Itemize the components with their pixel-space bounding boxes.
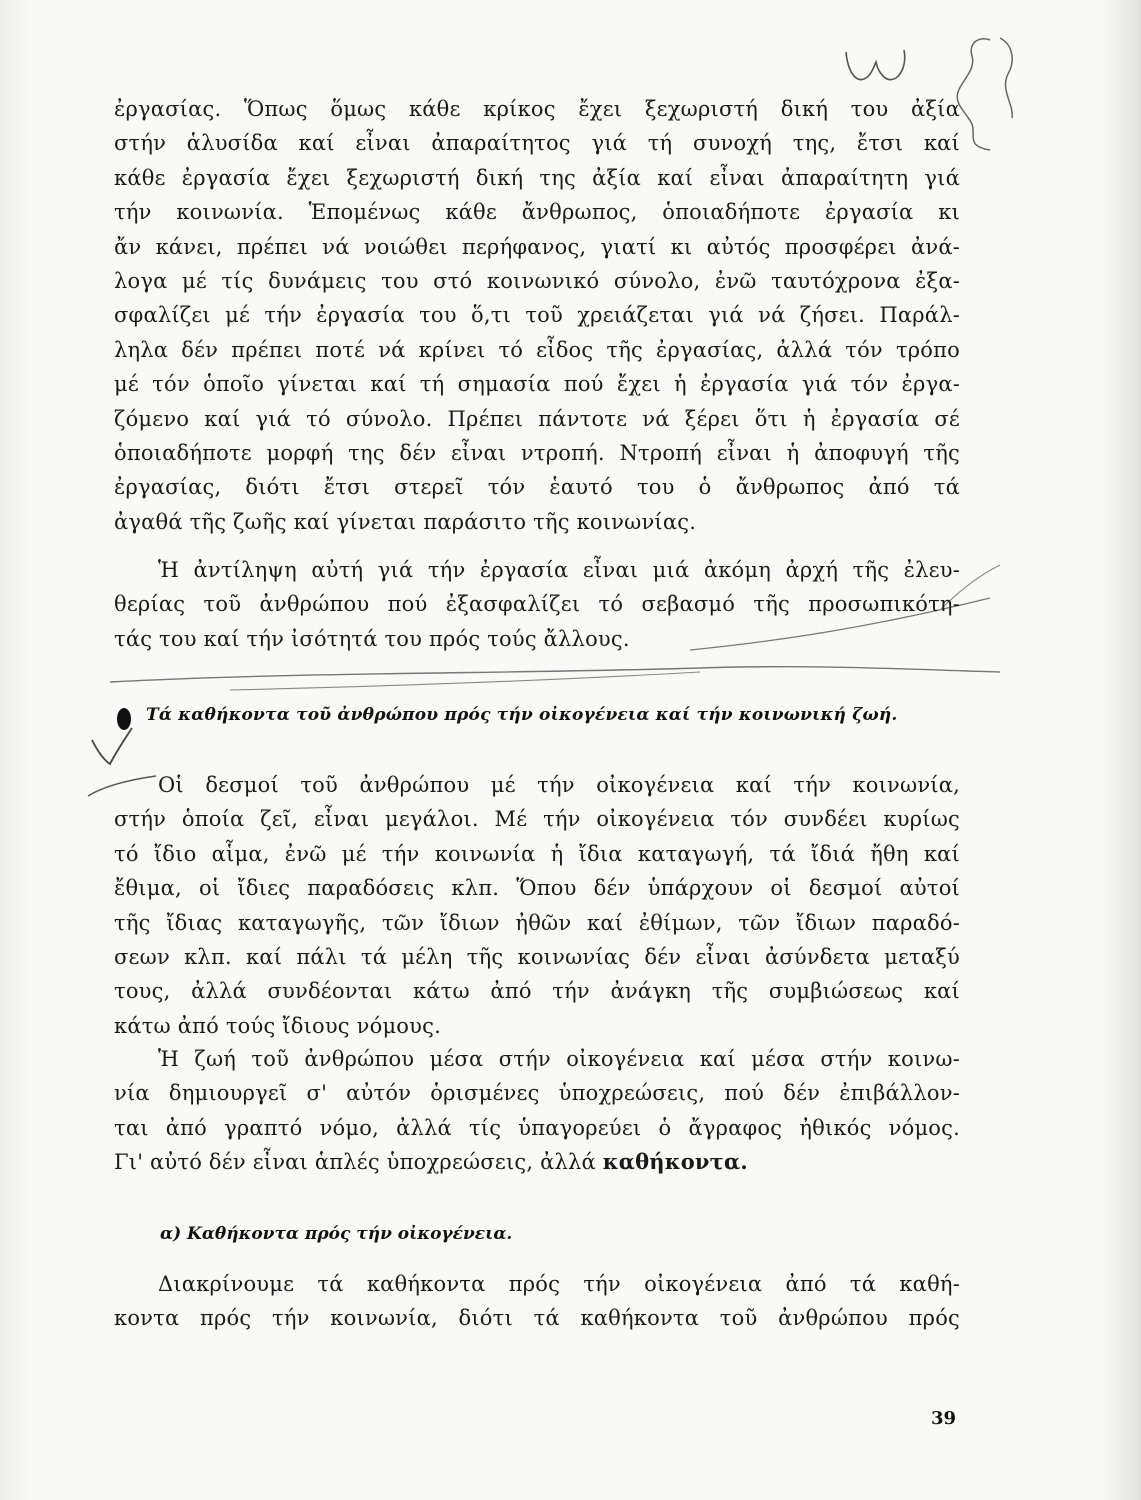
text-line: στήν ὁποία ζεῖ, εἶναι μεγάλοι. Μέ τήν οἰκογένεια τόν συνδέει κυρίως	[114, 807, 960, 832]
text-line: τό ἴδιο αἷμα, ἐνῶ μέ τήν κοινωνία ἡ ἴδια καταγωγή, τά ἴδιά ἤθη καί	[114, 841, 960, 866]
text-line: τῆς ἴδιας καταγωγῆς, τῶν ἴδιων ἠθῶν καί ἐθίμων, τῶν ἴδιων παραδό-	[114, 910, 960, 935]
text-line: θερίας τοῦ ἀνθρώπου πού ἐξασφαλίζει τό σεβασμό τῆς προσωπικότη-	[114, 592, 960, 617]
text-line: ὁποιαδήποτε μορφή της δέν εἶναι ντροπή. Ντροπή εἶναι ἡ ἀποφυγή τῆς	[114, 441, 960, 466]
subsection-heading: α) Καθήκοντα πρός τήν οἰκογένεια.	[160, 1224, 513, 1244]
paragraph-family-society-bonds	[114, 768, 960, 1043]
text-line: κάτω ἀπό τούς ἴδιους νόμους.	[114, 1013, 441, 1038]
text-line: ληλα δέν πρέπει ποτέ νά κρίνει τό εἶδος τῆς ἐργασίας, ἀλλά τόν τρόπο	[114, 337, 960, 362]
text-line: στήν ἁλυσίδα καί εἶναι ἀπαραίτητος γιά τή συνοχή της, ἔτσι καί	[114, 131, 960, 156]
text-line: Διακρίνουμε τά καθήκοντα πρός τήν οἰκογένεια ἀπό τά καθή-	[158, 1272, 960, 1296]
page-number: 39	[931, 1408, 957, 1429]
text-line: Ἡ ἀντίληψη αὐτή γιά τήν ἐργασία εἶναι μιά ἀκόμη ἀρχή τῆς ἐλευ-	[158, 558, 960, 582]
paragraph-duties	[114, 1042, 960, 1180]
text-line: κάθε ἐργασία ἔχει ξεχωριστή δική της ἀξία καί εἶναι ἀπαραίτητη γιά	[114, 165, 960, 190]
scan-shadow-right	[1101, 0, 1141, 1500]
paragraph-work-value	[114, 92, 960, 539]
text-line: ἐργασίας. Ὅπως ὅμως κάθε κρίκος ἔχει ξεχωριστή δική του ἀξία	[114, 97, 960, 121]
text-line: κοντα πρός τήν κοινωνία, διότι τά καθήκοντα τοῦ ἀνθρώπου πρός	[114, 1306, 960, 1331]
text-line: ζόμενο καί γιά τό σύνολο. Πρέπει πάντοτε νά ξέρει ὅτι ἡ ἐργασία σέ	[114, 406, 960, 431]
handwritten-underline-2	[230, 672, 700, 690]
text-line: σεων κλπ. καί πάλι τά μέλη τῆς κοινωνίας δέν εἶναι ἀσύνδετα μεταξύ	[114, 945, 960, 970]
text-line: νία δημιουργεῖ σ' αὐτόν ὁρισμένες ὑποχρεώσεις, πού δέν ἐπιβάλλον-	[114, 1081, 960, 1106]
text-line: ἔθιμα, οἱ ἴδιες παραδόσεις κλπ. Ὅπου δέν ὑπάρχουν οἱ δεσμοί αὐτοί	[114, 876, 960, 901]
text-line: μέ τόν ὁποῖο γίνεται καί τή σημασία πού ἔχει ἡ ἐργασία γιά τόν ἐργα-	[114, 372, 960, 397]
paragraph-family-duties	[114, 1267, 960, 1336]
text-line: τήν κοινωνία. Ἑπομένως κάθε ἄνθρωπος, ὁποιαδήποτε ἐργασία κι	[114, 200, 960, 225]
text-span: Γι' αὐτό δέν εἶναι ἁπλές ὑποχρεώσεις, ἀλλά	[114, 1150, 603, 1175]
paragraph-work-freedom	[114, 553, 960, 656]
section-heading: Τά καθήκοντα τοῦ ἀνθρώπου πρός τήν οἰκογένεια καί τήν κοινωνική ζωή.	[146, 705, 898, 725]
text-line: ἄν κάνει, πρέπει νά νοιώθει περήφανος, γιατί κι αὐτός προσφέρει ἀνά-	[114, 234, 960, 259]
bullet-icon	[117, 708, 131, 730]
scan-shadow-left	[0, 0, 30, 1500]
text-line: Οἱ δεσμοί τοῦ ἀνθρώπου μέ τήν οἰκογένεια καί τήν κοινωνία,	[158, 773, 960, 797]
text-line: τους, ἀλλά συνδέονται κάτω ἀπό τήν ἀνάγκη τῆς συμβιώσεως καί	[114, 979, 960, 1004]
text-line: ἀγαθά τῆς ζωῆς καί γίνεται παράσιτο τῆς κοινωνίας.	[114, 509, 697, 534]
text-line: τάς του καί τήν ἰσότητά του πρός τούς ἄλλους.	[114, 626, 630, 651]
text-line: Ἡ ζωή τοῦ ἀνθρώπου μέσα στήν οἰκογένεια καί μέσα στήν κοινω-	[158, 1047, 960, 1071]
bold-term: καθήκοντα.	[602, 1149, 748, 1175]
handwritten-scribble-w	[846, 50, 905, 80]
handwritten-underline	[110, 667, 1000, 682]
text-line: ἐργασίας, διότι ἔτσι στερεῖ τόν ἑαυτό του ὁ ἄνθρωπος ἀπό τά	[114, 475, 960, 500]
handwritten-check	[92, 728, 132, 764]
text-line: ται ἀπό γραπτό νόμο, ἀλλά τίς ὑπαγορεύει ὁ ἄγραφος ἠθικός νόμος.	[114, 1115, 960, 1140]
text-line: λογα μέ τίς δυνάμεις του στό κοινωνικό σύνολο, ἐνῶ ταυτόχρονα ἐξα-	[114, 269, 960, 294]
text-line	[114, 1145, 960, 1179]
text-line: σφαλίζει μέ τήν ἐργασία του ὅ,τι τοῦ χρειάζεται γιά νά ζήσει. Παράλ-	[114, 303, 960, 328]
handwritten-scribble-brace	[957, 38, 1012, 150]
